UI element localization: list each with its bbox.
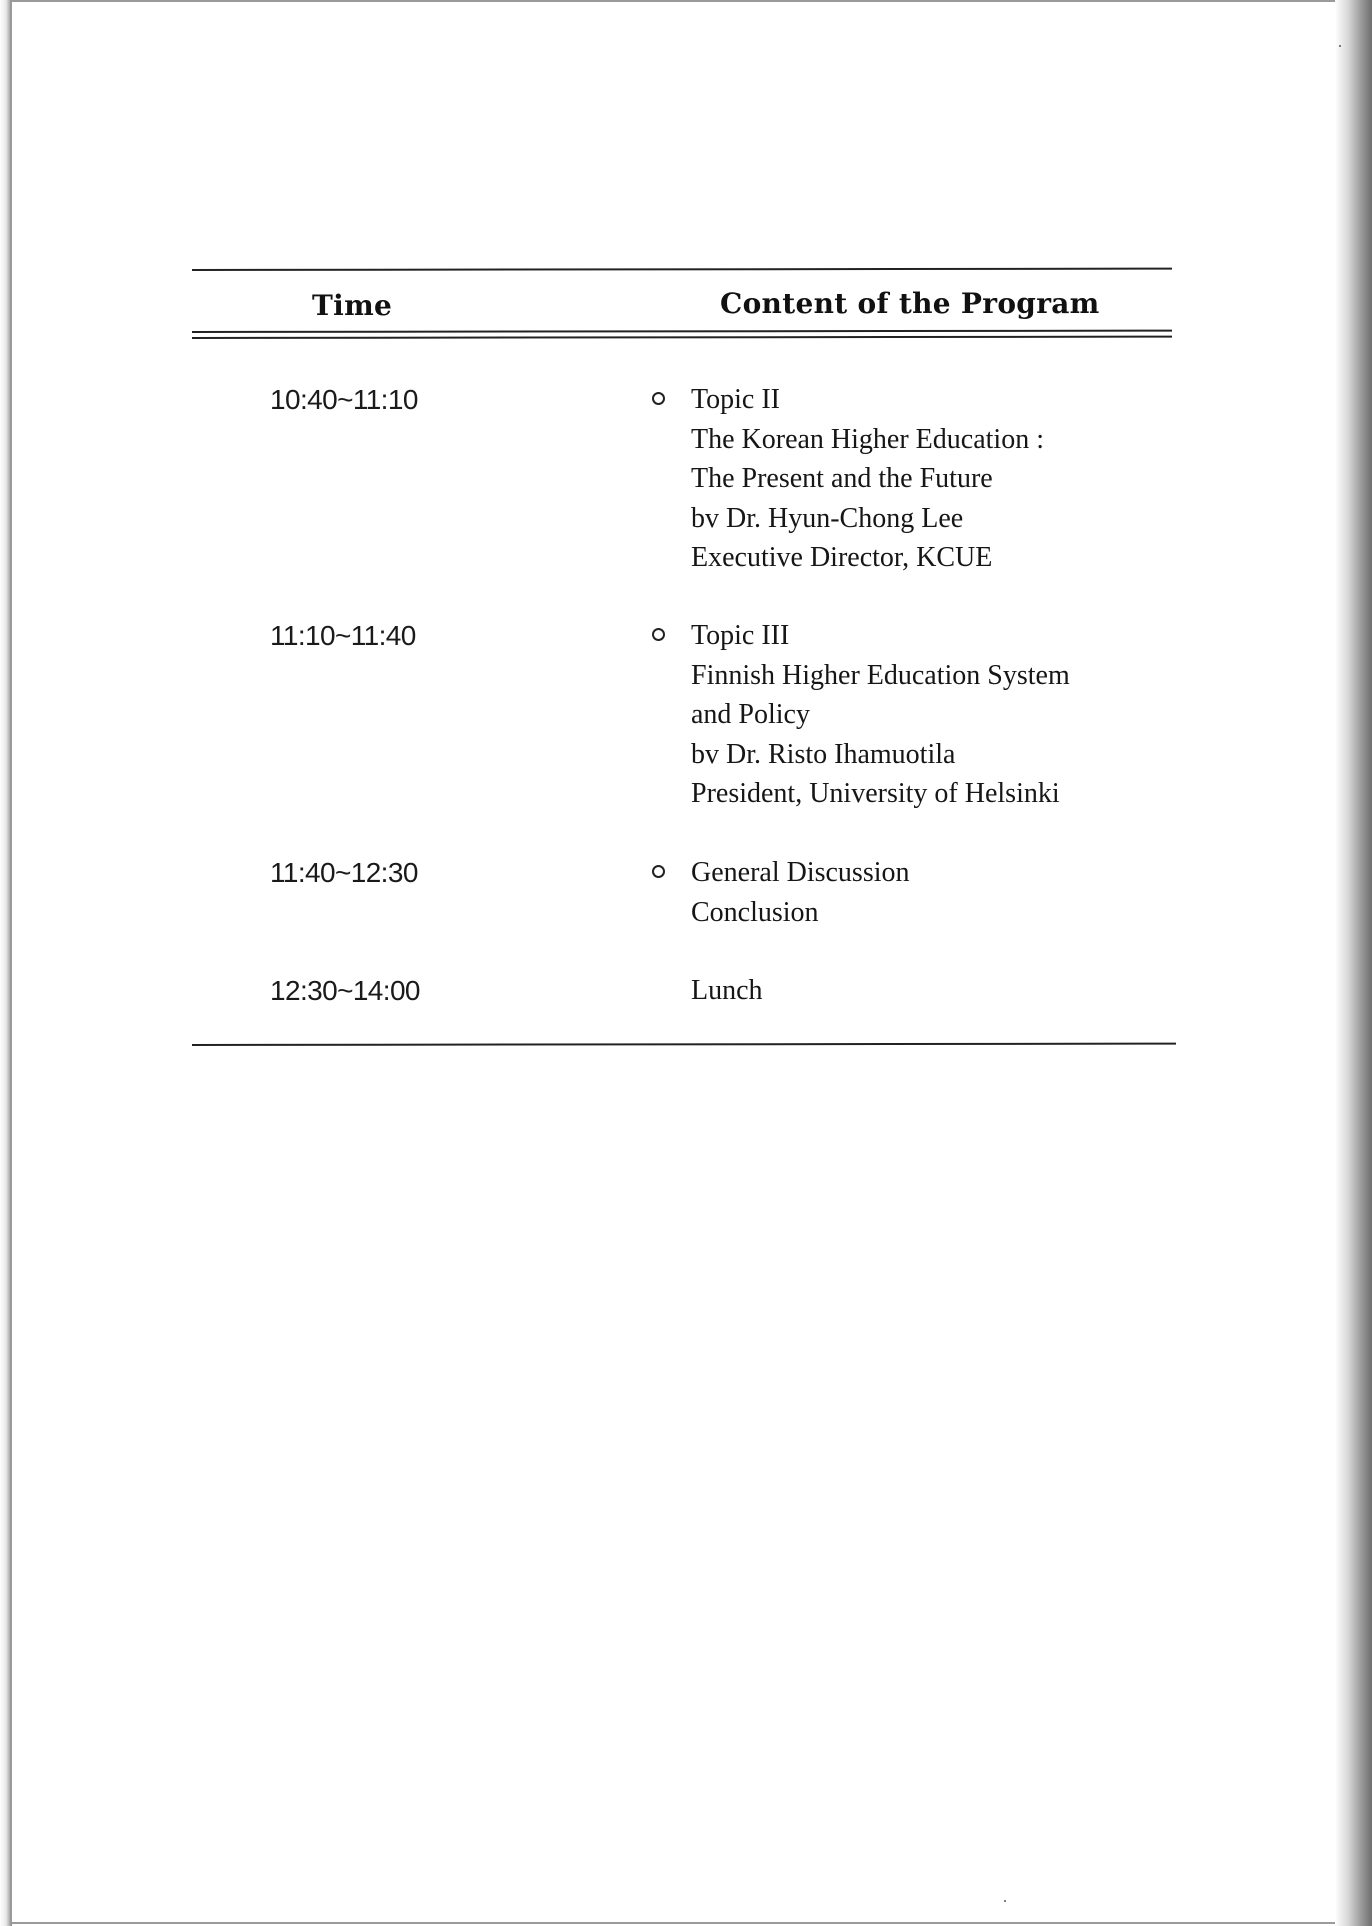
content-line: bv Dr. Risto Ihamuotila [691,738,956,770]
content-line: Executive Director, KCUE [691,542,993,573]
content-line: General Discussion [691,857,910,888]
content-line: Conclusion [691,896,819,928]
content-line: Finnish Higher Education System [691,659,1070,691]
content-line: President, University of Helsinki [691,778,1060,809]
content-line: Topic II [691,384,781,415]
scan-speck [1004,1900,1006,1902]
header-time: Time [312,289,393,322]
content-line: Topic III [691,620,790,651]
row-time: 12:30~14:00 [270,975,420,1006]
row-time: 11:10~11:40 [270,620,416,651]
header-content: Content of the Program [720,287,1100,320]
page-right-shadow [1335,0,1372,1926]
row-content [691,380,1171,578]
content-line: The Korean Higher Education : [691,423,1044,455]
row-content [691,971,1171,1011]
circle-bullet-icon [652,865,665,878]
content-line: The Present and the Future [691,463,993,494]
document-page [10,0,1350,1924]
row-content [691,616,1171,814]
row-time: 10:40~11:10 [270,384,418,415]
row-time: 11:40~12:30 [270,857,418,888]
content-line: Lunch [691,975,763,1006]
scan-speck [1339,45,1341,47]
content-line: and Policy [691,699,810,730]
circle-bullet-icon [652,392,665,405]
row-content [691,853,1171,932]
content-line: bv Dr. Hyun-Chong Lee [691,502,964,534]
circle-bullet-icon [652,628,665,641]
